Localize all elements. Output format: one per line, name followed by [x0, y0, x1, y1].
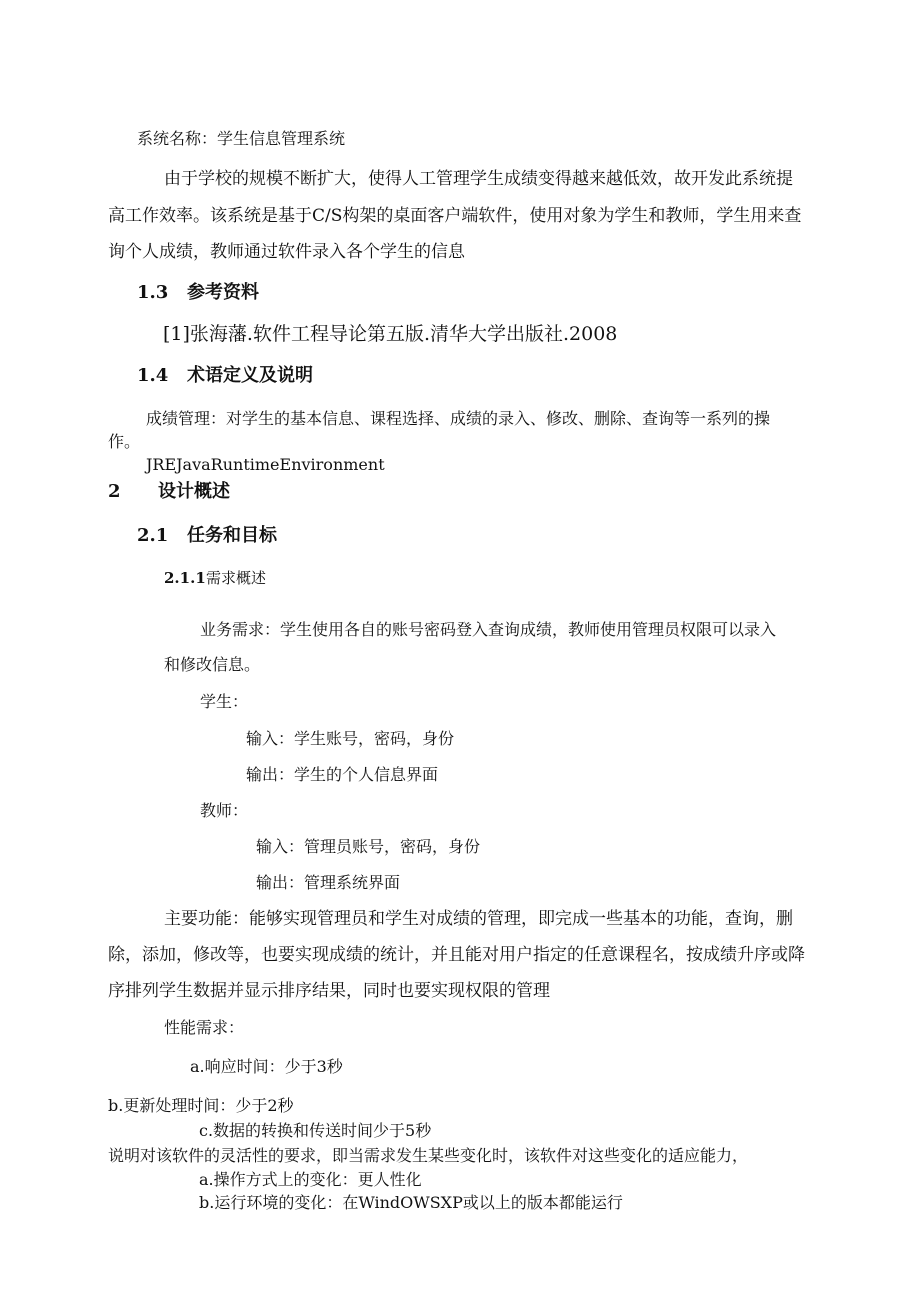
- teacher-input: 输入：管理员账号，密码，身份: [256, 837, 481, 856]
- description-line-1: 由于学校的规模不断扩大，使得人工管理学生成绩变得越来越低效，故开发此系统提: [164, 169, 793, 189]
- system-name-line: 系统名称：学生信息管理系统: [137, 129, 346, 148]
- term-definition-line-1: 成绩管理：对学生的基本信息、课程选择、成绩的录入、修改、删除、查询等一系列的操: [146, 409, 771, 428]
- main-function-line-3: 序排列学生数据并显示排序结果，同时也要实现权限的管理: [108, 981, 550, 1001]
- flexibility-item-a: a.操作方式上的变化：更人性化: [199, 1170, 422, 1189]
- section-number: 2: [108, 481, 121, 502]
- main-function-line-2: 除，添加，修改等，也要实现成绩的统计，并且能对用户指定的任意课程名，按成绩升序或降: [108, 945, 805, 965]
- performance-item-c: c.数据的转换和传送时间少于5秒: [199, 1121, 432, 1140]
- flexibility-item-b: b.运行环境的变化：在WindOWSXP或以上的版本都能运行: [199, 1193, 623, 1212]
- section-title: 任务和目标: [187, 525, 277, 546]
- section-number: 1.3: [137, 282, 169, 303]
- section-1-4-heading: [137, 366, 313, 386]
- section-1-3-heading: [137, 283, 259, 303]
- performance-label: 性能需求：: [164, 1018, 245, 1037]
- section-title: 术语定义及说明: [187, 365, 313, 386]
- performance-item-b: b.更新处理时间：少于2秒: [108, 1096, 294, 1115]
- teacher-label: 教师：: [200, 801, 249, 820]
- jre-term: JREJavaRuntimeEnvironment: [146, 455, 385, 474]
- description-line-3: 询个人成绩，教师通过软件录入各个学生的信息: [108, 242, 465, 262]
- student-input: 输入：学生账号，密码，身份: [246, 729, 455, 748]
- reference-item: [1]张海藩.软件工程导论第五版.清华大学出版社.2008: [163, 323, 618, 345]
- business-requirement-line-2: 和修改信息。: [164, 655, 261, 674]
- description-line-2: 高工作效率。该系统是基于C/S构架的桌面客户端软件，使用对象为学生和教师，学生用来查: [108, 206, 802, 226]
- section-title: 参考资料: [187, 282, 259, 303]
- main-function-line-1: 主要功能：能够实现管理员和学生对成绩的管理，即完成一些基本的功能，查询，删: [164, 909, 793, 929]
- section-2-1-heading: [137, 526, 277, 546]
- section-title: 设计概述: [158, 481, 230, 502]
- section-2-heading: [108, 482, 230, 502]
- section-number: 1.4: [137, 365, 169, 386]
- term-definition-line-2: 作。: [108, 432, 141, 451]
- section-title: 需求概述: [206, 569, 267, 587]
- student-label: 学生：: [200, 692, 249, 711]
- performance-item-a: a.响应时间：少于3秒: [190, 1057, 343, 1076]
- student-output: 输出：学生的个人信息界面: [246, 765, 439, 784]
- section-2-1-1-heading: [164, 568, 266, 588]
- section-number: 2.1.1: [164, 569, 206, 587]
- flexibility-description: 说明对该软件的灵活性的要求，即当需求发生某些变化时，该软件对这些变化的适应能力，: [108, 1146, 749, 1165]
- teacher-output: 输出：管理系统界面: [256, 873, 401, 892]
- section-number: 2.1: [137, 525, 169, 546]
- business-requirement-line-1: 业务需求：学生使用各自的账号密码登入查询成绩，教师使用管理员权限可以录入: [200, 620, 777, 639]
